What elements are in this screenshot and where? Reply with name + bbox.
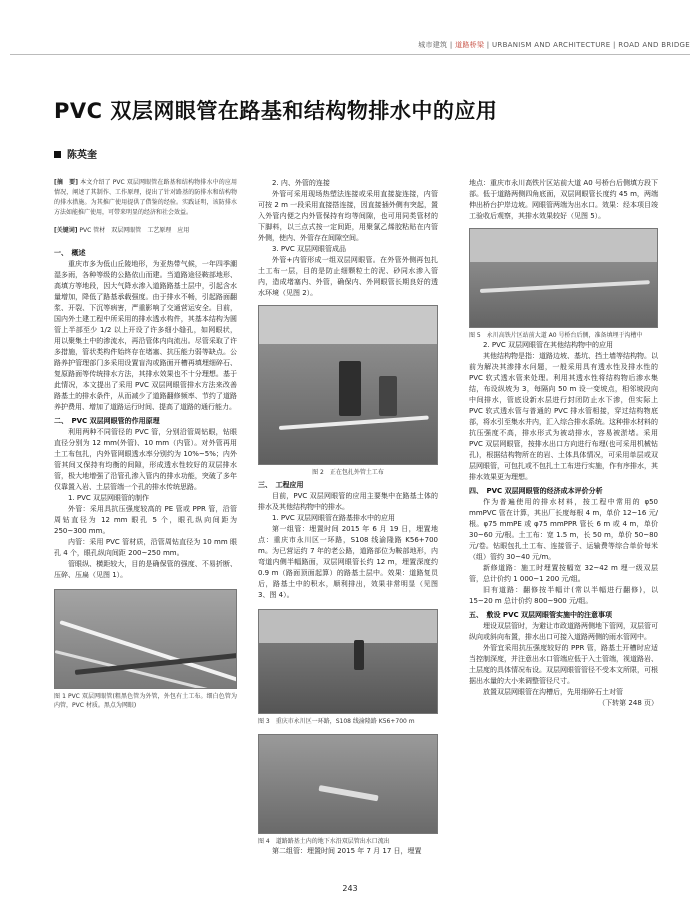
- subsection-3-2-text: 其他结构物是指：道路边坡、基坑、挡土墙等结构物。以前为解决其渗排水问题，一般采用具有透水性及排水性的 PVC 软式透水管来处理。利用其透水性将结构物后渗水集结，布设纵坡为 3，每隔向 50 m 设一变坡点，相邻坡段向中间排水，管底设新水层进行封闭防止水下渗，但实际上 PVC 软式透水管与普通的 PVC 排水管相接，穿过结构物底部，将水引至集水井内，汇入综合排水系统。这种排水材料的抗压强度不高，排水形式为被动排水，容易被淤堵。采用 PVC 双层网眼管，按排水出口方向进行布埋(也可采用机械钻孔)，根据结构物所在的岩、土体具体情况，可采用单层或双层网眼管，可包扎或不包扎土工布进行实施，作有序排水，其排水效果更为理想。: [469, 352, 658, 481]
- running-header: 城市建筑 | 道路桥梁 | URBANISM AND ARCHITECTURE | ROAD AND BRIDGE: [418, 41, 690, 49]
- keywords: [54, 226, 237, 236]
- figure-3-photo: [258, 609, 438, 714]
- subsection-3-1-text-2: 第二组管：埋置时间 2015 年 7 月 17 日，埋置: [272, 847, 422, 855]
- header-section: 城市建筑: [418, 41, 448, 49]
- subsection-2-3-text: 外管+内管形成一组双层网眼管。在外管外侧再包扎土工布一层，目的是防止细颗粒土的泥、砂同水渗入管内，造成堵塞内、外管，确保内、外网眼管长期良好的透水环境（见图 2）。: [258, 256, 438, 297]
- section-3-text: 目前，PVC 双层网眼管的应用主要集中在路基土体的排水及其他结构物中的排水。: [258, 492, 438, 511]
- subsection-2-2-heading: 2. 内、外管的连接: [272, 179, 330, 187]
- section-2-text: 利用两种不同管径的 PVC 管，分别沿管周钻眼，钻眼直径分别为 12 mm(外管)、10 mm（内管）。对外管再用土工布包扎，内外管网眼透水率分别约为 10%~5%；内外管其间又保持有均衡的间隙，形成透水性较好的双层排水管，极大地增强了沿管孔渗入管内的排水功能，突破了多年仅靠置入岩、土层管端一个孔的排水传统思路。: [54, 428, 237, 491]
- figure-1-caption: 图 1 PVC 双层网眼管(粗黑色管为外管，外包有土工布。细白色管为内管，PVC 材质。黑点为网眼): [54, 693, 237, 709]
- figure-1-photo: [54, 589, 237, 689]
- subsection-3-1-text: 第一组管：埋置时间 2015 年 6 月 19 日，埋置地点：重庆市永川区一环路，S108 线渝隆路 K56+700 m。为已营运约 7 年的老公路，道路部位为鞍部地形，内弯道内侧半幅路面，双层网眼管长约 12 m，埋置深度约 0.9 m（路面顶面起算）的路基土层中。效果：道路复员后，路基土中的积水，顺利排出，效果非常明显（见图 3、图 4）。: [258, 525, 438, 599]
- subsection-2-2-text: 外管可采用现场热塑法连接或采用直接旋连接，内管可按 2 m 一段采用直接搭连接，因直接插外侧有突起，置入外管内便之内外管保持有均等间隙，也可用同类管材的下脚料，以三点式按一定间距，用聚氯乙烯胶粘贴在内管外侧，使内、外管存在间隙空间。: [258, 190, 438, 242]
- header-english-sub: ROAD AND BRIDGE: [618, 41, 690, 49]
- subsection-3-2-heading: 2. PVC 双层网眼管在其他结构物中的应用: [483, 341, 614, 349]
- section-4-new-roads: 新修道路：施工时埋置按幅宽 32~42 m 埋一级双层管，总计价约 1 000~1 200 元/组。: [469, 564, 658, 583]
- section-5-heading: 五、 敷设 PVC 双层网眼管实施中的注意事项: [469, 611, 613, 619]
- header-subsection: 道路桥梁: [455, 41, 485, 49]
- figure-4-photo: [258, 734, 438, 834]
- subsection-2-1-inner: 内管：采用 PVC 管材质，沿管周钻直径为 10 mm 眼孔 4 个，眼孔纵向间距 200~250 mm。: [54, 538, 237, 557]
- section-2-heading: 二、 PVC 双层网眼管的作用原理: [54, 417, 160, 425]
- section-1-heading: 一、 概述: [54, 249, 86, 257]
- column-3-intro: 地点：重庆市永川高铁片区站前大道 A0 号桥台后侧填方段下部。低于道路两侧四角底面，双层网眼管长度约 45 m，两端伸出桥台护岸边坡。网眼管两端为出水口。效果：经本项目竣工验收后观察，其排水效果较好（见图 5）。: [469, 179, 658, 220]
- author-line: [54, 146, 97, 161]
- section-5-text-2: 外管宜采用抗压强度较好的 PPR 管，路基土开槽时应适当控制深度，并注意出水口管端应低于入土管端，视道路岩、土层度的具体情况布设。双层网眼管管径不受本文所限，可根据出水量的大小来调整管径尺寸。: [469, 644, 658, 685]
- figure-2-caption: 图 2 正在包扎外管土工布: [312, 469, 384, 476]
- header-divider: [10, 54, 690, 55]
- subsection-2-1-heading: 1. PVC 双层网眼管的制作: [68, 494, 150, 502]
- abstract: [54, 178, 237, 218]
- column-3: [469, 178, 658, 709]
- subsection-2-3-heading: 3. PVC 双层网眼管成品: [272, 245, 347, 253]
- section-4-heading: 四、 PVC 双层网眼管的经济成本评价分析: [469, 487, 603, 495]
- keywords-text: PVC 管材 双层网眼管 工艺原理 应用: [79, 227, 190, 234]
- continued-note: （下转第 248 页）: [598, 699, 658, 707]
- column-1: [54, 178, 237, 710]
- section-5-text: 埋设双层管时，为避让市政道路两侧地下管网，双层管可纵向或斜向布置，排水出口可接入道路两侧的雨水管网中。: [469, 622, 658, 641]
- subsection-2-1-note: 管眼纵、横距较大，目的是确保管的强度、不易折断、压碎、压扁（见图 1）。: [54, 560, 237, 579]
- figure-5-caption: 图 5 永川高铁片区站前大道 A0 号桥台后侧，准备填埋于沟槽中: [469, 332, 643, 339]
- author-bullet-icon: [54, 151, 61, 158]
- section-5-text-3: 放置双层网眼管在沟槽后，先用细碎石土对管: [483, 688, 623, 696]
- subsection-3-1-heading: 1. PVC 双层网眼管在路基排水中的应用: [272, 514, 396, 522]
- keywords-label: [关键词]: [54, 227, 78, 234]
- figure-5-photo: [469, 228, 658, 328]
- abstract-label: [摘 要]: [54, 179, 79, 186]
- section-3-heading: 三、 工程应用: [258, 481, 304, 489]
- header-english: URBANISM AND ARCHITECTURE: [491, 41, 611, 49]
- page-number: 243: [342, 884, 358, 893]
- column-2: [258, 178, 438, 857]
- section-4-old-roads: 旧有道路：翻修按半幅计(常以半幅进行翻修)，以 15~20 m 总计价约 800~900 元/组。: [469, 586, 658, 605]
- figure-3-caption: 图 3 重庆市永川区一环路，S108 线渝隆路 K56+700 m: [258, 718, 415, 725]
- figure-2-photo: [258, 305, 438, 465]
- author-name: 陈英奎: [67, 150, 97, 161]
- section-4-text: 作为普遍使用的排水材料，按工程中常用的 φ50 mmPVC 管在计算，其出厂长度每根 4 m，单价 12~16 元/根。φ75 mmPE 或 φ75 mmPPR 管长 6 m 或 4 m，单价 30~60 元/根。土工布：宽 1.5 m，长 50 m，单价 50~80 元/卷。钻眼包扎土工布、连接管子、运输费等综合单价每米（组）管约 30~40 元/m。: [469, 498, 658, 561]
- article-title: PVC 双层网眼管在路基和结构物排水中的应用: [54, 99, 498, 123]
- subsection-2-1-outer: 外管：采用具抗压强度较高的 PE 管或 PPR 管，沿管周钻直径为 12 mm 眼孔 5 个，眼孔纵向间距为 250~300 mm。: [54, 505, 237, 535]
- abstract-text: 本文介绍了 PVC 双层网眼管在路基和结构物排水中的应用情况，阐述了其制作、工作原理，提出了针对路基的防排水和结构物的排水措施。为其推广使用提供了借鉴的经验。实践证明，该防排水方法如能推广使用，可带来明显的经济和社会效益。: [54, 179, 237, 216]
- section-1-text: 重庆市多为低山丘陵地形，为亚热带气候，一年四季潮湿多雨，各种等级的公路依山而建。当道路途径鞍部地形、高填方等地段，因大气降水渗入道路路基土层中，引起含水量增加，降低了路基承载强度。由于排水不畅，引起路面翻浆、开裂、下沉等病害，严重影响了交通营运安全。目前，国内外土建工程中所采用的排水透水构件，其基本结构为圆管上半部至少 1/2 以上开设了许多细小缝孔，如网眼状，用以聚集土中的渗流水，再沿管体内向流出。尽管采取了许多措施，管状类构件始终存在堵塞、抗压能力弱等缺点。公路养护管理部门多采用设置盲沟或路面开槽再填埋细碎石、复原路面等传统排水方法，其排水效果也不十分理想。基于此情况，本文提出了采用 PVC 双层网眼管排水方法来改善路基土的排水条件，从而减少了道路翻修频率、节约了道路养护费用、增加了道路运行时间、提高了道路的通行能力。: [54, 260, 237, 411]
- figure-4-caption: 图 4 道路路基土内的地下水沿双层管出水口流出: [258, 838, 390, 845]
